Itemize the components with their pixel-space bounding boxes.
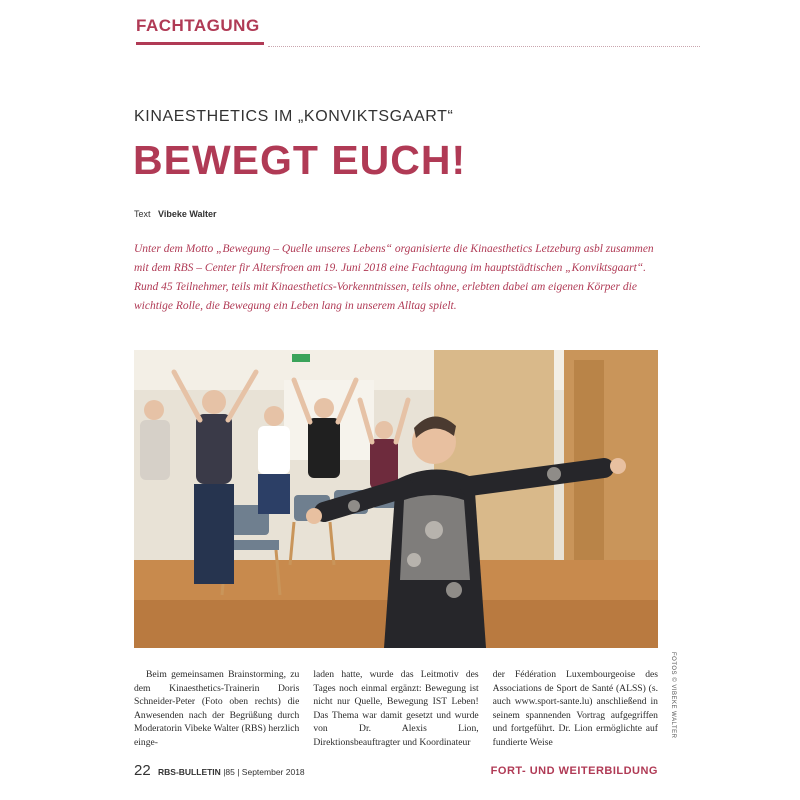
body-columns: [134, 668, 658, 750]
issue-number: |85: [223, 767, 235, 777]
article-kicker: KINAESTHETICS IM „KONVIKTSGAART“: [134, 108, 454, 125]
article-photo: [134, 350, 658, 648]
article-intro: Unter dem Motto „Bewegung – Quelle unseres Lebens“ organisierte die Kinaesthetics Letzeburg asbl zusammen mit dem RBS – Center fir Altersfroen am 19. Juni 2018 eine Fachtagung im hauptstädtischen „Konviktsgaart“. Rund 45 Teilnehmer, teils mit Kinaesthetics-Vorkenntnissen, teils ohne, erlebten dabei am eigenen Körper die wichtige Rolle, die Bewegung ein Leben lang in unserem Alltag spielt.: [134, 243, 654, 312]
body-column-2: [313, 668, 478, 750]
footer-magazine: RBS-BULLETIN |85 | September 2018: [158, 767, 305, 777]
section-underline: [136, 42, 264, 45]
body-text-3: der Fédération Luxembourgeoise des Associations de Sport de Santé (ALSS) (s. auch www.sport-sante.lu) anschließend in seinem spannenden Vortrag aufgegriffen und fortgeführt. Dr. Lion ermöglichte auf fundierte Weise: [492, 669, 658, 748]
section-label: FACHTAGUNG: [136, 16, 260, 35]
page-number: 22: [134, 762, 151, 779]
article-headline: BEWEGT EUCH!: [133, 137, 467, 183]
byline-author: Vibeke Walter: [158, 209, 217, 219]
issue-date: September 2018: [241, 767, 305, 777]
photo-credit: FOTOS © VIBEKE WALTER: [670, 652, 676, 739]
footer-section: FORT- UND WEITERBILDUNG: [490, 765, 658, 777]
body-text-1: Beim gemeinsamen Brainstorming, zu dem Kinaesthetics-Trainerin Doris Schneider-Peter (Foto oben rechts) die Anwesenden nach der Begrüßung durch Moderatorin Vibeke Walter (RBS) herzlich einge-: [134, 669, 300, 748]
magazine-name: RBS-BULLETIN: [158, 767, 221, 777]
body-column-1: [134, 668, 299, 750]
byline-label: Text: [134, 209, 151, 219]
section-dotted-rule: [268, 46, 700, 47]
body-column-3: [493, 668, 658, 750]
body-text-2: laden hatte, wurde das Leitmotiv des Tages noch einmal ergänzt: Bewegung ist nicht nur Quelle, Bewegung IST Leben! Das Thema war damit gesetzt und wurde von Dr. Alexis Lion, Direktionsbeauftragter und Koordinateur: [313, 669, 479, 748]
byline: [134, 209, 217, 219]
